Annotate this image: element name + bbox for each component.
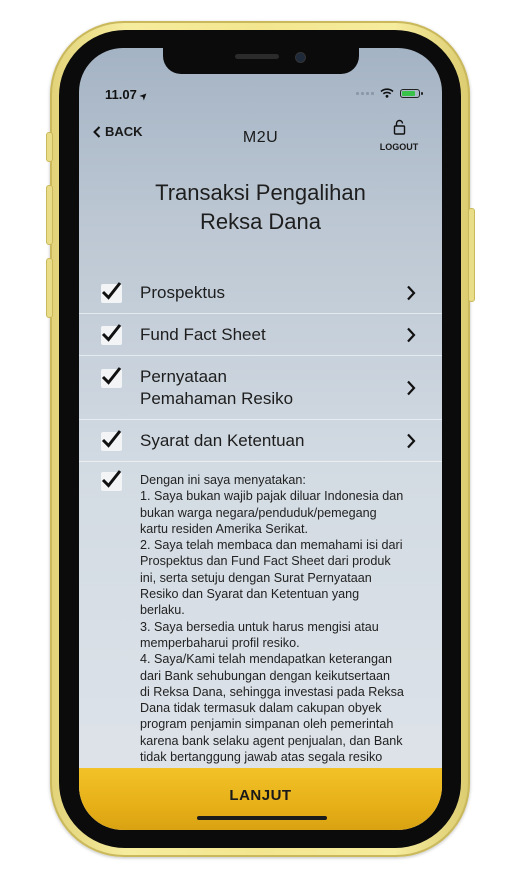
chevron-right-icon <box>406 380 416 396</box>
declaration-line: memperbaharui profil resiko. <box>140 635 300 650</box>
list-item-fund-fact-sheet[interactable] <box>79 314 442 356</box>
speaker-grille <box>235 54 279 59</box>
declaration-line: 1. Saya bukan wajib pajak diluar Indonesia dan <box>140 489 404 504</box>
checkbox-declaration[interactable] <box>101 472 122 491</box>
list-item-prospektus[interactable] <box>79 272 442 314</box>
declaration-line: di Reksa Dana, sehingga investasi pada Reksa <box>140 684 404 699</box>
declaration-line: Dana tidak termasuk dalam cakupan obyek <box>140 701 382 716</box>
status-time <box>105 87 151 104</box>
lanjut-button[interactable] <box>79 768 442 830</box>
declaration-line: ini, serta setuju dengan Surat Pernyataan <box>140 570 372 585</box>
checkmark-icon <box>100 363 122 387</box>
list-item-label: Prospektus <box>140 283 226 302</box>
wifi-icon <box>380 88 394 98</box>
checkbox-fund-fact-sheet[interactable] <box>101 326 122 345</box>
status-icons <box>356 88 420 98</box>
app-title: M2U <box>242 129 279 146</box>
chevron-right-icon <box>406 327 416 343</box>
checkbox-prospektus[interactable] <box>101 284 122 303</box>
declaration-line: karena bank selaku agent penjualan, dan Bank <box>140 733 403 748</box>
list-item-label: Fund Fact Sheet <box>140 325 266 344</box>
chevron-right-icon <box>406 433 416 449</box>
page-title <box>79 178 442 236</box>
declaration-line: 4. Saya/Kami telah mendapatkan keterangan <box>140 652 393 667</box>
lock-icon <box>393 119 406 135</box>
list-item-label-line1: Pernyataan <box>140 367 227 386</box>
phone-screen <box>79 48 442 830</box>
chevron-right-icon <box>406 285 416 301</box>
declaration-line: kartu residen Amerika Serikat. <box>140 521 308 536</box>
phone-volume-down-button <box>46 258 53 318</box>
notch <box>163 48 359 74</box>
page-title-line1: Transaksi Pengalihan <box>155 180 366 205</box>
declaration-line: 2. Saya telah membaca dan memahami isi dari <box>140 538 403 553</box>
list-item-syarat-dan-ketentuan[interactable] <box>79 420 442 462</box>
checkmark-icon <box>100 278 122 302</box>
phone-volume-up-button <box>46 185 53 245</box>
status-time-text: 11.07 <box>105 87 137 102</box>
checkbox-syarat-dan-ketentuan[interactable] <box>101 432 122 451</box>
cellular-signal-icon <box>356 92 374 95</box>
phone-power-button <box>468 208 475 302</box>
declaration-line: Dengan ini saya menyatakan: <box>140 473 306 487</box>
declaration-line: tidak bertanggung jawab atas segala resiko <box>140 750 383 765</box>
document-checklist <box>79 272 442 462</box>
checkmark-icon <box>100 426 122 450</box>
list-item-label: Syarat dan Ketentuan <box>140 431 305 450</box>
declaration-text <box>140 472 414 765</box>
front-camera <box>295 52 306 63</box>
home-indicator <box>197 816 327 820</box>
declaration-line: 3. Saya bersedia untuk harus mengisi atau <box>140 619 379 634</box>
checkmark-icon <box>100 320 122 344</box>
lanjut-label: LANJUT <box>229 787 292 804</box>
list-item-label-line2: Pemahaman Resiko <box>140 389 294 408</box>
declaration-line: bukan warga negara/penduduk/pemegang <box>140 505 377 520</box>
declaration-line: Resiko dan Syarat dan Ketentuan yang <box>140 587 360 602</box>
battery-icon <box>400 89 420 98</box>
logout-button[interactable] <box>374 119 424 152</box>
list-item-pernyataan-pemahaman-resiko[interactable] <box>79 356 442 420</box>
page-title-line2: Reksa Dana <box>199 209 322 234</box>
declaration-line: berlaku. <box>140 603 185 618</box>
location-arrow-icon: ➤ <box>137 89 151 104</box>
checkmark-icon <box>100 466 122 490</box>
declaration-line: dari Bank sehubungan dengan keikutsertaan <box>140 668 390 683</box>
declaration-line: program penjamin simpanan oleh pemerintah <box>140 717 394 732</box>
list-item-label <box>140 366 293 410</box>
checkbox-pernyataan-pemahaman-resiko[interactable] <box>101 369 122 388</box>
declaration-line: Prospektus dan Fund Fact Sheet dari produk <box>140 554 391 569</box>
back-label: BACK <box>105 124 143 139</box>
phone-side-button <box>46 132 53 162</box>
logout-label: LOGOUT <box>379 142 419 152</box>
